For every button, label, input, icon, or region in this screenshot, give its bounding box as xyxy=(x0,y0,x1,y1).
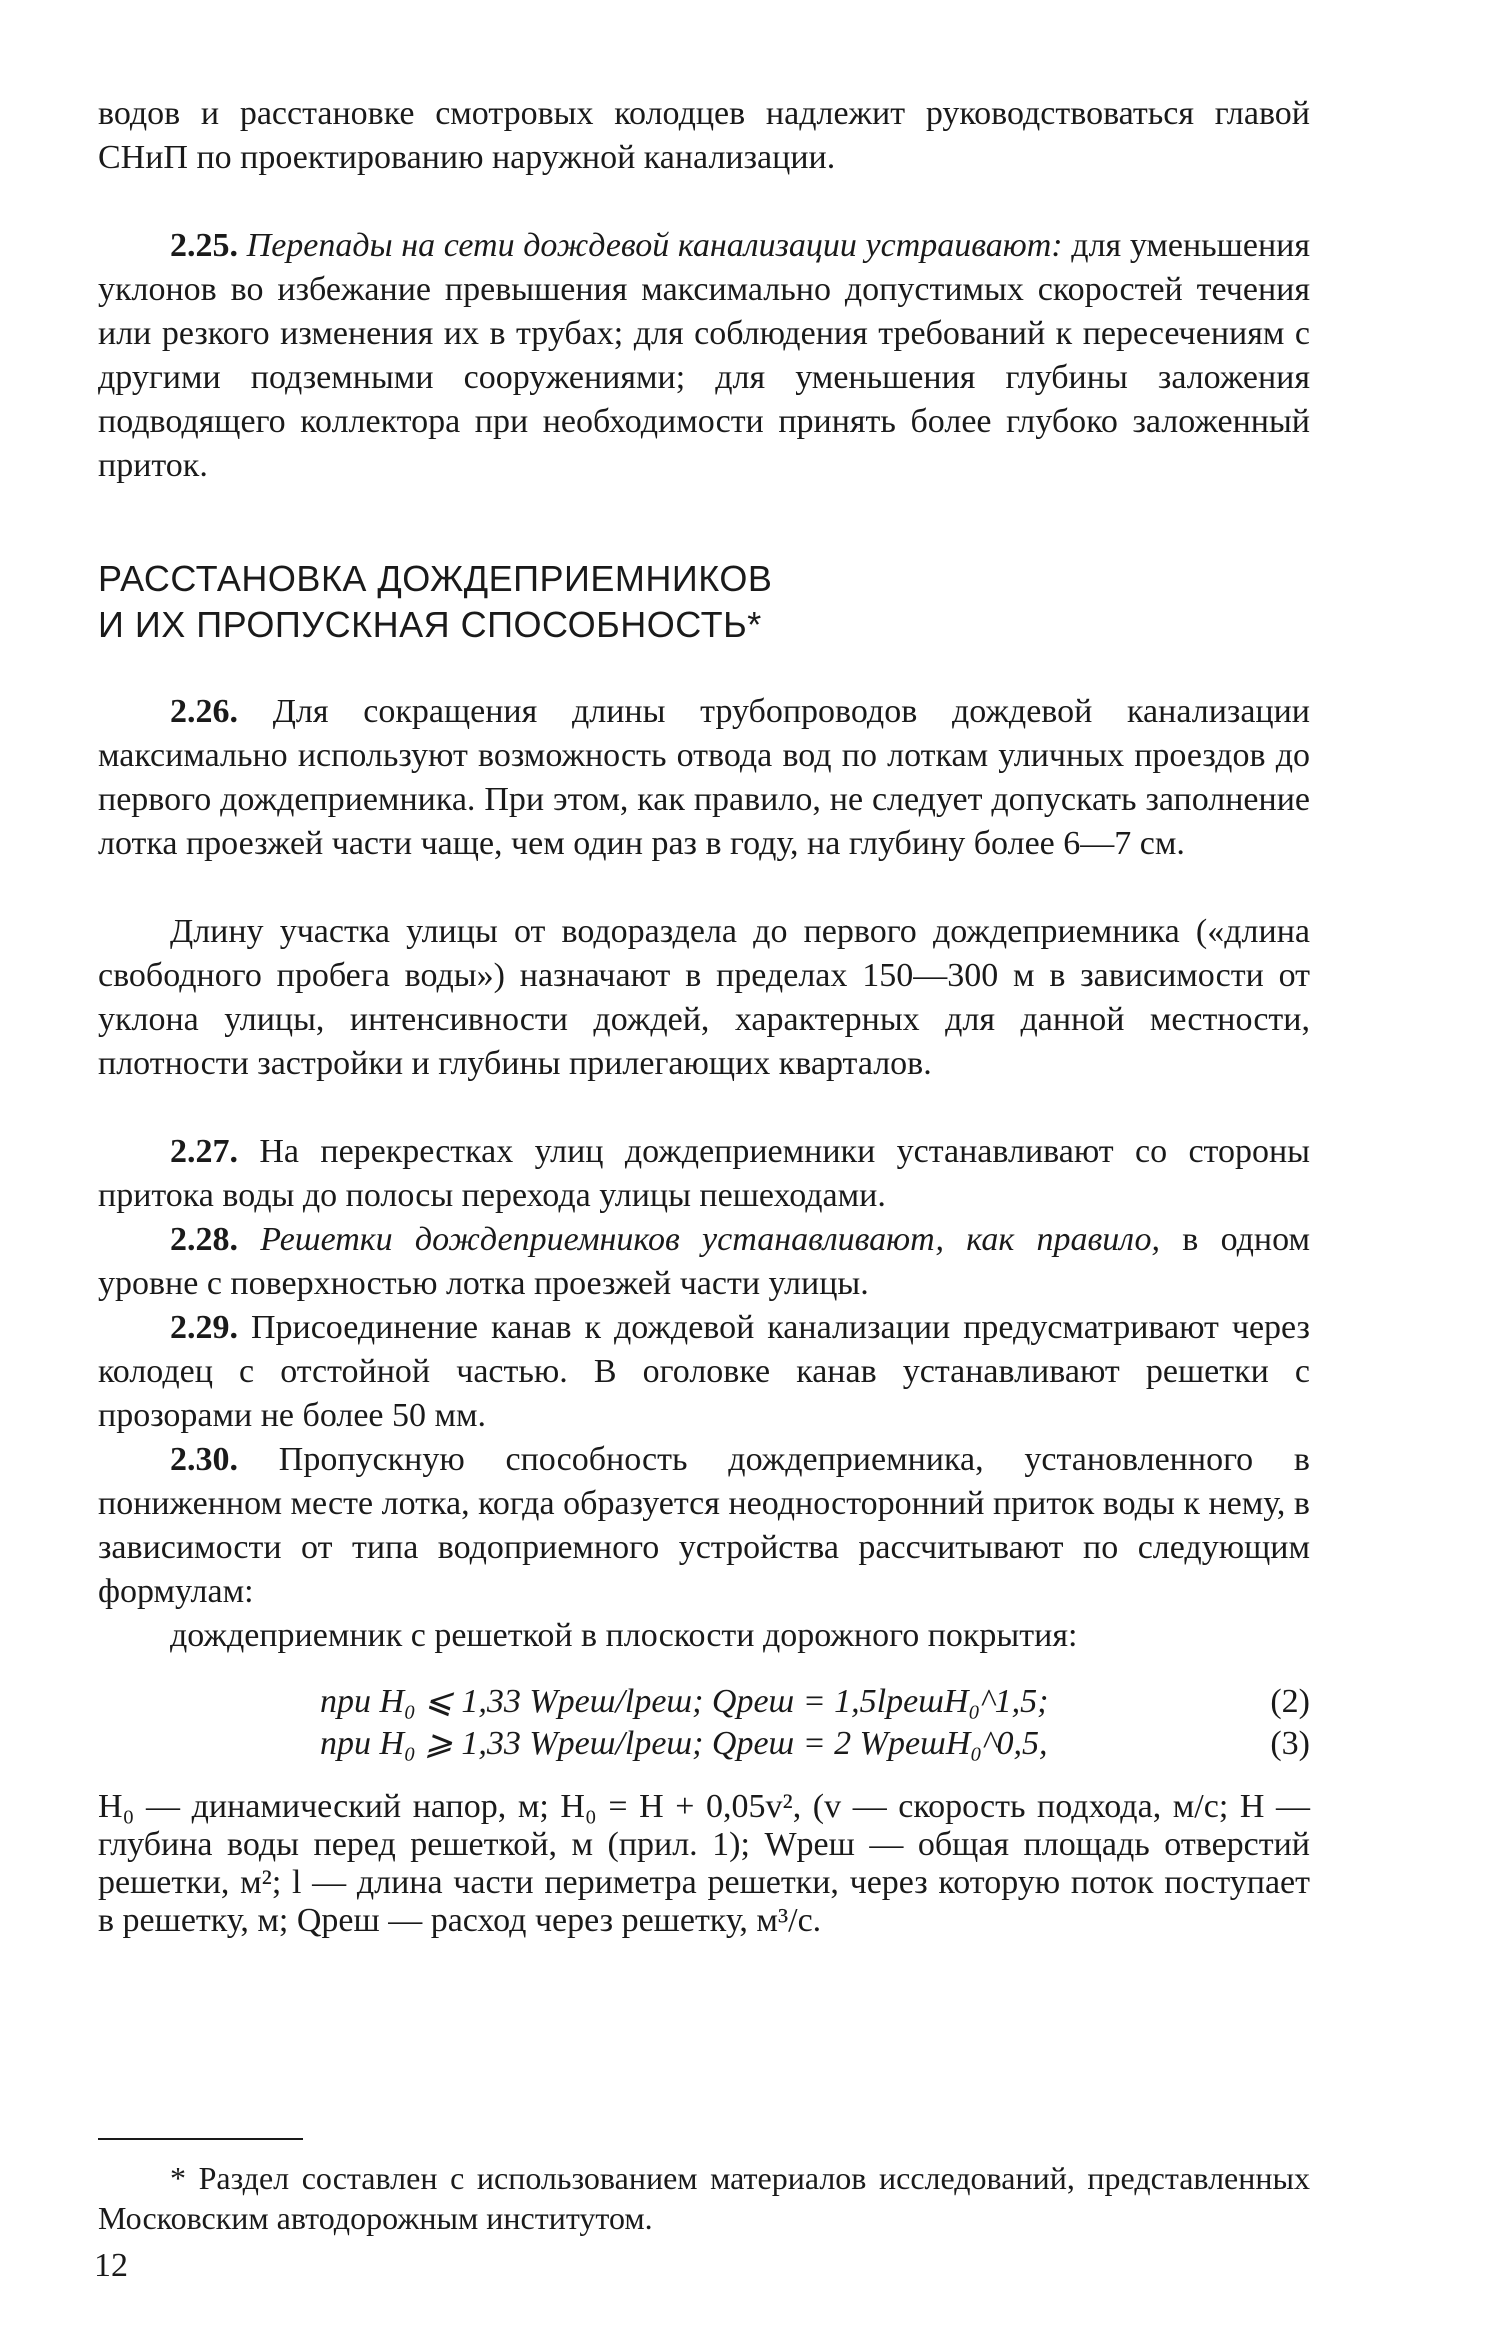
clause-number: 2.26. xyxy=(170,693,238,730)
formula-number: (2) xyxy=(1270,1683,1310,1720)
italic-lead: Решетки дождеприемников устанавливают, как правило, xyxy=(260,1221,1161,1258)
definitions-text: H₀ — динамический напор, м; H₀ = H + 0,05v², (v — скорость подхода, м/с; H — глубина воды перед решеткой, м (прил. 1); Wреш — общая площадь отверстий решетки, м²; l — длина части периметра решетки, через которую поток поступает в решетку, м; Qреш — расход через решетку, м³/с. xyxy=(98,1788,1310,1939)
section-heading-line-2: И ИХ ПРОПУСКНАЯ СПОСОБНОСТЬ* xyxy=(98,604,762,645)
paragraph-2-30-continued xyxy=(98,1614,1310,1658)
formula-3 xyxy=(320,1722,1310,1766)
paragraph-2-28 xyxy=(98,1218,1310,1306)
section-heading-line-1: РАССТАНОВКА ДОЖДЕПРИЕМНИКОВ xyxy=(98,558,773,599)
paragraph-2-26 xyxy=(98,690,1310,866)
paragraph-2-27 xyxy=(98,1130,1310,1218)
clause-number: 2.30. xyxy=(170,1441,238,1478)
top-paragraph xyxy=(98,92,1310,180)
paragraph-text: для уменьшения уклонов во избежание превышения максимально допустимых скоростей течения или резкого изменения их в трубах; для соблюдения требований к пересечениям с другими подземными сооружениями; для уменьшения глубины заложения подводящего коллектора при необходимости принять более глубоко заложенный приток. xyxy=(98,227,1310,484)
paragraph-text: в одном уровне с поверхностью лотка проезжей части улицы. xyxy=(98,1221,1310,1302)
paragraph-text: дождеприемник с решеткой в плоскости дорожного покрытия: xyxy=(170,1617,1078,1654)
formula-number: (3) xyxy=(1270,1725,1310,1762)
paragraph-text: Длину участка улицы от водораздела до первого дождеприемника («длина свободного пробега воды») назначают в пределах 150—300 м в зависимости от уклона улицы, интенсивности дождей, характерных для данной местности, плотности застройки и глубины прилегающих кварталов. xyxy=(98,913,1310,1082)
section-heading xyxy=(98,556,1310,648)
italic-lead: Перепады на сети дождевой канализации устраивают: xyxy=(246,227,1063,264)
footnote-text: * Раздел составлен с использованием материалов исследований, представленных Московским автодорожным институтом. xyxy=(98,2160,1310,2236)
clause-number: 2.29. xyxy=(170,1309,238,1346)
clause-number: 2.25. xyxy=(170,227,238,264)
clause-number: 2.28. xyxy=(170,1221,238,1258)
footnote-divider xyxy=(98,2138,303,2140)
paragraph-2-26-continued xyxy=(98,910,1310,1086)
paragraph-2-29 xyxy=(98,1306,1310,1438)
paragraph-text: Для сокращения длины трубопроводов дождевой канализации максимально используют возможность отвода вод по лоткам уличных проездов до первого дождеприемника. При этом, как правило, не следует допускать заполнение лотка проезжей части чаще, чем один раз в году, на глубину более 6—7 см. xyxy=(98,693,1310,862)
formula-text: при H₀ ⩽ 1,33 Wреш/lреш; Qреш = 1,5lрешH₀^1,5; xyxy=(320,1683,1049,1720)
paragraph-text: Присоединение канав к дождевой канализации предусматривают через колодец с отстойной частью. В оголовке канав устанавливают решетки с прозорами не более 50 мм. xyxy=(98,1309,1310,1434)
paragraph-continued: водов и расстановке смотровых колодцев надлежит руководствоваться главой СНиП по проектированию наружной канализации. xyxy=(98,95,1310,176)
footnote xyxy=(98,2158,1310,2238)
paragraph-2-30 xyxy=(98,1438,1310,1614)
paragraph-2-25 xyxy=(98,224,1310,488)
formula-2 xyxy=(320,1680,1310,1724)
paragraph-text: Пропускную способность дождеприемника, установленного в пониженном месте лотка, когда образуется неодносторонний приток воды к нему, в зависимости от типа водоприемного устройства рассчитывают по следующим формулам: xyxy=(98,1441,1310,1610)
page-number: 12 xyxy=(94,2247,128,2284)
formula-text: при H₀ ⩾ 1,33 Wреш/lреш; Qреш = 2 WрешH₀^0,5, xyxy=(320,1725,1048,1762)
paragraph-text: На перекрестках улиц дождеприемники устанавливают со стороны притока воды до полосы перехода улицы пешеходами. xyxy=(98,1133,1310,1214)
clause-number: 2.27. xyxy=(170,1133,238,1170)
definitions xyxy=(98,1788,1310,1940)
